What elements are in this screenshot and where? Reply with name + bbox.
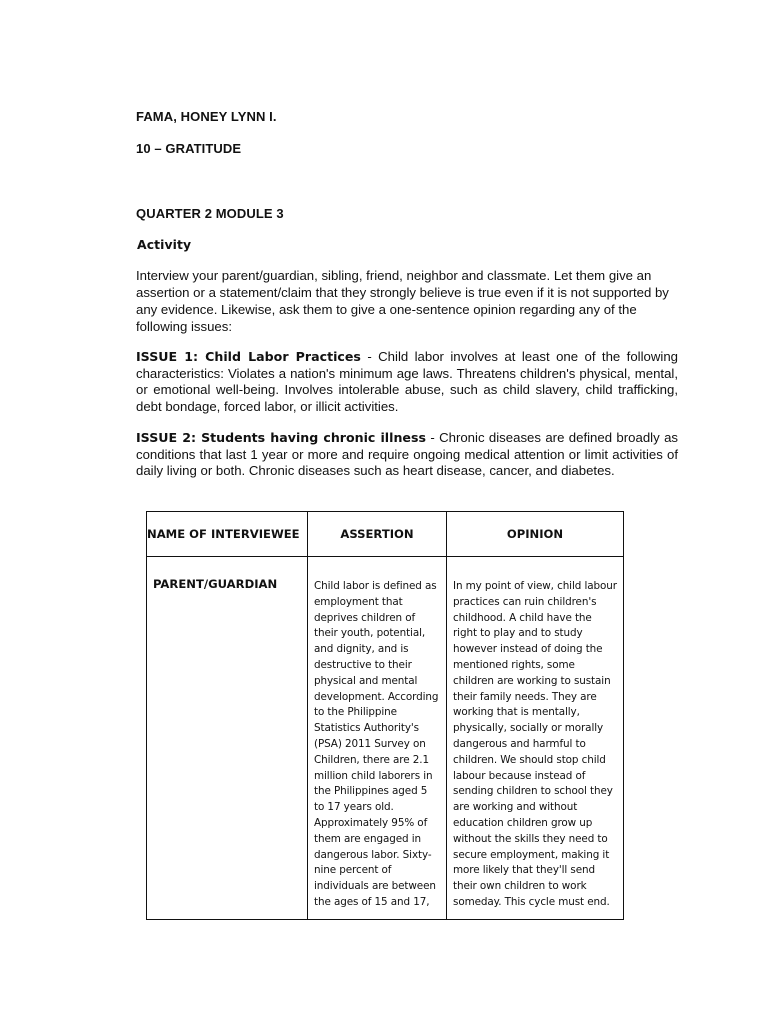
table-row: [147, 557, 624, 920]
table-header-row: [147, 512, 624, 557]
module-title: QUARTER 2 MODULE 3: [136, 206, 284, 221]
issue-2-title: ISSUE 2: Students having chronic illness: [136, 430, 426, 445]
activity-label: Activity: [137, 237, 192, 252]
student-name: FAMA, HONEY LYNN I.: [136, 109, 277, 124]
interview-table: [146, 511, 624, 920]
issue-2-text: - Chronic diseases are defined broadly as conditions that last 1 year or more and require ongoing medical attention or limit activities of daily living or both. Chronic diseases such as heart disease, cancer, and diabetes.: [136, 430, 678, 479]
header-interviewee: NAME OF INTERVIEWEE: [147, 512, 308, 557]
assertion-cell: Child labor is defined as employment that deprives children of their youth, potential, and dignity, and is destructive to their physical and mental development. According to the Philippine Statistics Authority's (PSA) 2011 Survey on Children, there are 2.1 million child laborers in the Philippines aged 5 to 17 years old. Approximately 95% of them are engaged in dangerous labor. Sixty-nine percent of individuals are between the ages of 15 and 17,: [308, 557, 447, 920]
issue-2-paragraph: [136, 430, 678, 480]
instructions-paragraph: Interview your parent/guardian, sibling, friend, neighbor and classmate. Let them give an assertion or a statement/claim that they strongly believe is true even if it is not supported by any evidence. Likewise, ask them to give a one-sentence opinion regarding any of the following issues:: [136, 268, 669, 334]
header-assertion: ASSERTION: [308, 512, 447, 557]
interviewee-cell: PARENT/GUARDIAN: [147, 557, 308, 920]
header-opinion: OPINION: [447, 512, 624, 557]
issue-1-title: ISSUE 1: Child Labor Practices: [136, 349, 361, 364]
student-section: 10 – GRATITUDE: [136, 141, 242, 156]
issue-1-paragraph: [136, 349, 678, 415]
issue-1-text: - Child labor involves at least one of the following characteristics: Violates a nation's minimum age laws. Threatens children's physical, mental, or emotional well-being. Involves intolerable abuse, such as child slavery, child trafficking, debt bondage, forced labor, or illicit activities.: [136, 349, 678, 414]
opinion-cell: In my point of view, child labour practices can ruin children's childhood. A child have the right to play and to study however instead of doing the mentioned rights, some children are working to sustain their family needs. They are working that is mentally, physically, socially or morally dangerous and harmful to children. We should stop child labour because instead of sending children to school they are working and without education children grow up without the skills they need to secure employment, making it more likely that they'll send their own children to work someday. This cycle must end.: [447, 557, 624, 920]
